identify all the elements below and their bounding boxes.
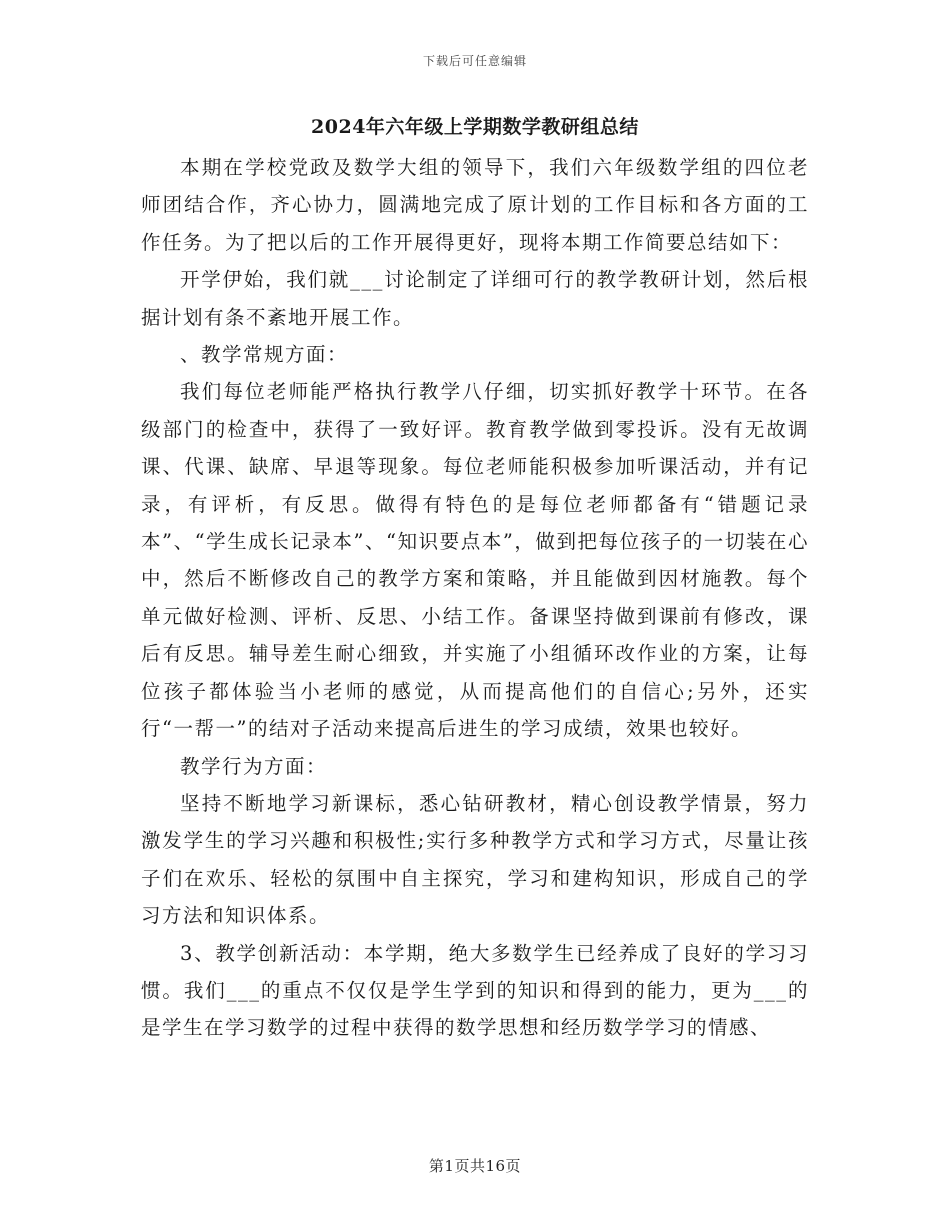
paragraph: 3、教学创新活动：本学期，绝大多数学生已经养成了良好的学习习惯。我们___的重点不仅仅是学生学到的知识和得到的能力，更为___的是学生在学习数学的过程中获得的数学思想和经历数学学习的情感、 <box>141 941 809 1040</box>
section-heading: 教学行为方面： <box>180 754 328 778</box>
paragraph: 我们每位老师能严格执行教学八仔细，切实抓好教学十环节。在各级部门的检查中，获得了一致好评。教育教学做到零投诉。没有无故调课、代课、缺席、早退等现象。每位老师能积极参加听课活动，并有记录，有评析，有反思。做得有特色的是每位老师都备有“错题记录本”、“学生成长记录本”、“知识要点本”，做到把每位孩子的一切装在心中，然后不断修改自己的教学方案和策略，并且能做到因材施教。每个单元做好检测、评析、反思、小结工作。备课坚持做到课前有修改，课后有反思。辅导差生耐心细致，并实施了小组循环改作业的方案，让每位孩子都体验当小老师的感觉，从而提高他们的自信心;另外，还实行“一帮一”的结对子活动来提高后进生的学习成绩，效果也较好。 <box>141 380 809 741</box>
paragraph: 本期在学校党政及数学大组的领导下，我们六年级数学组的四位老师团结合作，齐心协力，圆满地完成了原计划的工作目标和各方面的工作任务。为了把以后的工作开展得更好，现将本期工作简要总结如下： <box>141 156 809 254</box>
page-number-footer: 第1页共16页 <box>428 1157 522 1175</box>
document-title: 2024年六年级上学期数学教研组总结 <box>311 116 639 138</box>
document-body <box>141 149 809 1047</box>
paragraph: 坚持不断地学习新课标，悉心钻研教材，精心创设教学情景，努力激发学生的学习兴趣和积极性;实行多种教学方式和学习方式，尽量让孩子们在欢乐、轻松的氛围中自主探究，学习和建构知识，形成自己的学习方法和知识体系。 <box>141 791 809 928</box>
header-note: 下载后可任意编辑 <box>422 54 527 68</box>
paragraph: 开学伊始，我们就___讨论制定了详细可行的教学教研计划，然后根据计划有条不紊地开展工作。 <box>141 268 809 329</box>
section-heading: 、教学常规方面： <box>180 343 349 367</box>
